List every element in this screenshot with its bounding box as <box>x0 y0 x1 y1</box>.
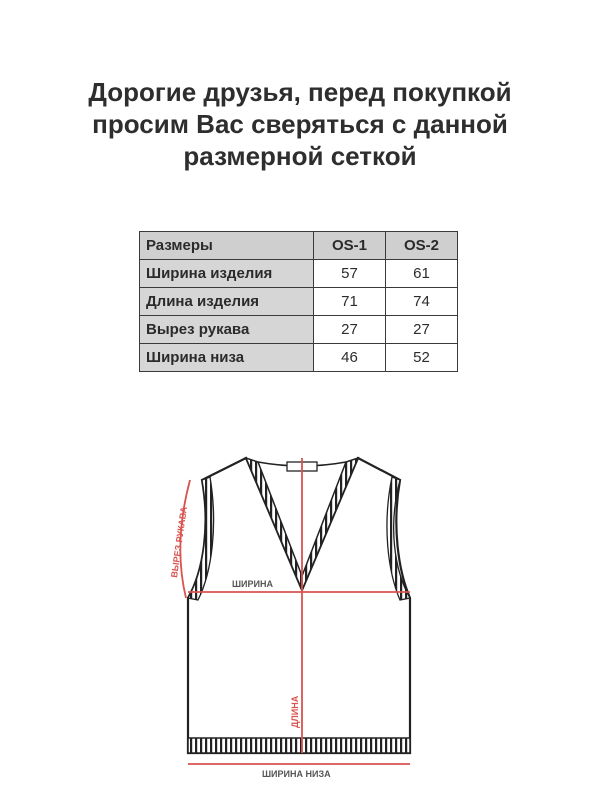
label-hem: ШИРИНА НИЗА <box>262 769 331 779</box>
size-table <box>139 231 458 372</box>
label-length: ДЛИНА <box>290 695 300 728</box>
table-row <box>140 288 458 316</box>
table-row <box>140 260 458 288</box>
row-label: Ширина низа <box>140 344 314 372</box>
row-value-os2: 52 <box>386 344 458 372</box>
page-title <box>0 76 600 172</box>
row-value-os1: 27 <box>314 316 386 344</box>
table-row <box>140 316 458 344</box>
row-value-os2: 27 <box>386 316 458 344</box>
title-line-2: просим Вас сверяться с данной <box>92 109 508 139</box>
label-armhole: ВЫРЕЗ РУКАВА <box>169 506 189 579</box>
title-line-1: Дорогие друзья, перед покупкой <box>88 77 512 107</box>
row-label: Ширина изделия <box>140 260 314 288</box>
header-os1: OS-1 <box>314 232 386 260</box>
label-width: ШИРИНА <box>232 579 273 589</box>
row-value-os2: 61 <box>386 260 458 288</box>
hem-trim <box>188 738 410 753</box>
table-header-row <box>140 232 458 260</box>
header-sizes: Размеры <box>140 232 314 260</box>
row-label: Длина изделия <box>140 288 314 316</box>
vest-diagram <box>160 440 440 785</box>
row-value-os2: 74 <box>386 288 458 316</box>
row-value-os1: 46 <box>314 344 386 372</box>
row-value-os1: 71 <box>314 288 386 316</box>
row-label: Вырез рукава <box>140 316 314 344</box>
table-row <box>140 344 458 372</box>
title-line-3: размерной сеткой <box>183 141 417 171</box>
header-os2: OS-2 <box>386 232 458 260</box>
row-value-os1: 57 <box>314 260 386 288</box>
